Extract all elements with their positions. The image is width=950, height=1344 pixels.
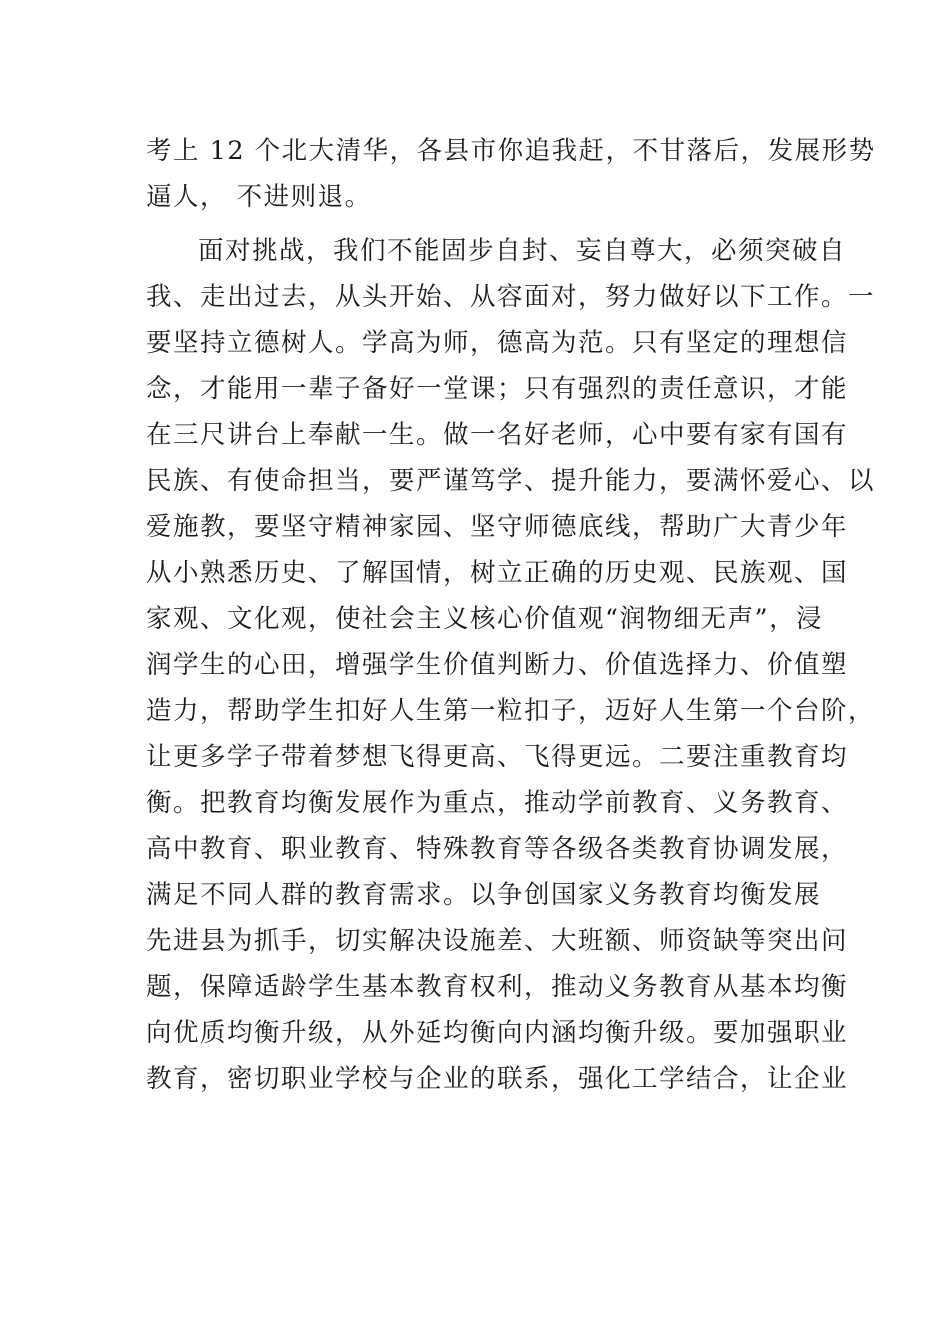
- text-line: 考上 12 个北大清华，各县市你追我赶，不甘落后，发展形势: [146, 136, 876, 166]
- text-line: 润学生的心田，增强学生价值判断力、价值选择力、价值塑: [146, 650, 849, 680]
- text-line: 逼人， 不进则退。: [146, 182, 372, 212]
- text-line: 家观、文化观，使社会主义核心价值观“润物细无声”，浸: [146, 604, 824, 634]
- text-line: 造力，帮助学生扣好人生第一粒扣子，迈好人生第一个台阶，: [146, 696, 876, 726]
- text-line: 在三尺讲台上奉献一生。做一名好老师，心中要有家有国有: [146, 420, 849, 450]
- text-line: 题，保障适龄学生基本教育权利，推动义务教育从基本均衡: [146, 972, 849, 1002]
- paragraph-spacer: [146, 220, 826, 228]
- text-line: 先进县为抓手，切实解决设施差、大班额、师资缺等突出问: [146, 926, 849, 956]
- text-line: 衡。把教育均衡发展作为重点，推动学前教育、义务教育、: [146, 788, 849, 818]
- text-line: 让更多学子带着梦想飞得更高、飞得更远。二要注重教育均: [146, 742, 849, 772]
- text-line: 向优质均衡升级，从外延均衡向内涵均衡升级。要加强职业: [146, 1018, 849, 1048]
- text-line: 满足不同人群的教育需求。以争创国家义务教育均衡发展: [146, 880, 822, 910]
- text-line: 教育，密切职业学校与企业的联系，强化工学结合，让企业: [146, 1064, 849, 1094]
- paragraph-1: [146, 128, 876, 220]
- document-body: [146, 128, 876, 1102]
- text-line: 爱施教，要坚守精神家园、坚守师德底线，帮助广大青少年: [146, 512, 849, 542]
- text-line: 高中教育、职业教育、特殊教育等各级各类教育协调发展，: [146, 834, 849, 864]
- text-line: 要坚持立德树人。学高为师，德高为范。只有坚定的理想信: [146, 328, 849, 358]
- text-line: 面对挑战，我们不能固步自封、妄自尊大，必须突破自: [198, 236, 847, 266]
- text-line: 从小熟悉历史、了解国情，树立正确的历史观、民族观、国: [146, 558, 849, 588]
- paragraph-2: [146, 228, 876, 1102]
- text-line: 民族、有使命担当，要严谨笃学、提升能力，要满怀爱心、以: [146, 466, 876, 496]
- text-line: 我、走出过去，从头开始、从容面对，努力做好以下工作。一: [146, 282, 876, 312]
- text-line: 念，才能用一辈子备好一堂课；只有强烈的责任意识，才能: [146, 374, 849, 404]
